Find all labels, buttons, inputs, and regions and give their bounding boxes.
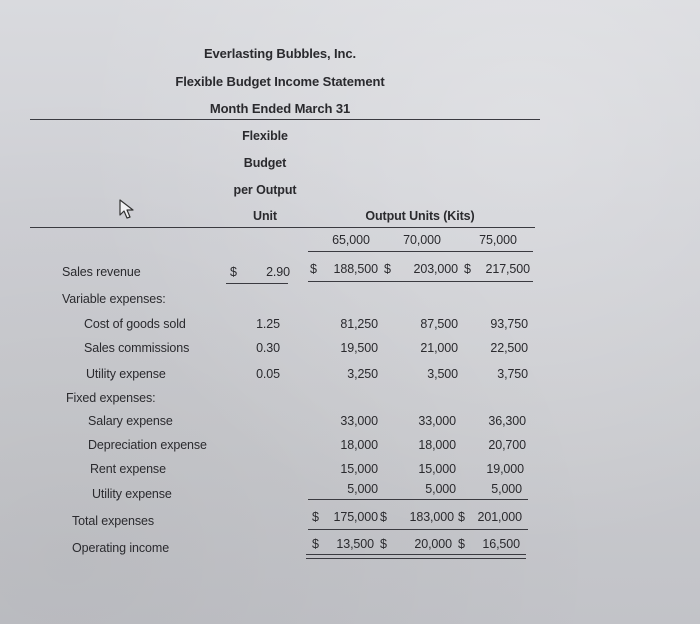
row-label-operating-income: Operating income (72, 541, 170, 555)
commissions-per-unit: 0.30 (256, 341, 280, 355)
utility-variable-value-3: 3,750 (497, 367, 528, 381)
total-dollar-1: $ (312, 510, 319, 524)
cogs-value-1: 81,250 (340, 317, 378, 331)
rent-value-2: 15,000 (418, 462, 456, 476)
units-col-1: 65,000 (332, 233, 370, 247)
row-label-depreciation: Depreciation expense (88, 438, 207, 452)
total-value-2: 183,000 (409, 510, 454, 524)
cogs-value-2: 87,500 (420, 317, 458, 331)
utility-variable-value-2: 3,500 (427, 367, 458, 381)
units-rule (308, 251, 533, 252)
sales-value-2: 203,000 (413, 262, 458, 276)
header-rule (30, 119, 540, 120)
row-label-utility-variable: Utility expense (86, 367, 166, 381)
commissions-value-1: 19,500 (340, 341, 378, 355)
salary-value-2: 33,000 (418, 414, 456, 428)
operating-income-double-rule (306, 554, 526, 559)
sales-value-3: 217,500 (485, 262, 530, 276)
depreciation-value-1: 18,000 (340, 438, 378, 452)
output-units-header: Output Units (Kits) (365, 209, 475, 223)
sales-value-1: 188,500 (333, 262, 378, 276)
operating-value-3: 16,500 (482, 537, 520, 551)
company-name: Everlasting Bubbles, Inc. (203, 46, 357, 61)
sales-dollar-2: $ (384, 262, 391, 276)
row-label-rent: Rent expense (90, 462, 166, 476)
total-expenses-rule (308, 529, 528, 530)
depreciation-value-3: 20,700 (488, 438, 526, 452)
row-label-sales: Sales revenue (62, 265, 141, 279)
total-value-1: 175,000 (333, 510, 378, 524)
sales-dollar-3: $ (464, 262, 471, 276)
total-dollar-2: $ (380, 510, 387, 524)
operating-dollar-1: $ (312, 537, 319, 551)
statement-title: Flexible Budget Income Statement (175, 74, 385, 89)
sales-per-unit-rule (226, 283, 288, 284)
flex-header-line3: per Output (233, 183, 297, 197)
fixed-expenses-header: Fixed expenses: (66, 391, 156, 405)
row-label-total-expenses: Total expenses (72, 514, 154, 528)
sales-per-unit-dollar: $ (230, 265, 237, 279)
utility-fixed-value-2: 5,000 (425, 482, 456, 496)
row-label-commissions: Sales commissions (84, 341, 190, 355)
depreciation-value-2: 18,000 (418, 438, 456, 452)
total-value-3: 201,000 (477, 510, 522, 524)
sales-dollar-1: $ (310, 262, 317, 276)
total-dollar-3: $ (458, 510, 465, 524)
sales-rule (308, 281, 533, 282)
cogs-per-unit: 1.25 (256, 317, 280, 331)
cogs-value-3: 93,750 (490, 317, 528, 331)
flex-header-line2: Budget (243, 156, 287, 170)
utility-fixed-value-1: 5,000 (347, 482, 378, 496)
sales-per-unit: 2.90 (266, 265, 290, 279)
operating-dollar-2: $ (380, 537, 387, 551)
rent-value-3: 19,000 (486, 462, 524, 476)
salary-value-1: 33,000 (340, 414, 378, 428)
flex-header-line4: Unit (253, 209, 277, 223)
mouse-pointer-icon (118, 198, 138, 222)
salary-value-3: 36,300 (488, 414, 526, 428)
units-col-2: 70,000 (403, 233, 441, 247)
variable-expenses-header: Variable expenses: (62, 292, 166, 306)
row-label-utility-fixed: Utility expense (92, 487, 172, 501)
statement-period: Month Ended March 31 (209, 101, 351, 116)
utility-variable-per-unit: 0.05 (256, 367, 280, 381)
expenses-subtotal-rule (308, 499, 528, 500)
row-label-salary: Salary expense (88, 414, 173, 428)
operating-value-2: 20,000 (414, 537, 452, 551)
flex-header-line1: Flexible (242, 129, 288, 143)
row-label-cogs: Cost of goods sold (84, 317, 186, 331)
utility-variable-value-1: 3,250 (347, 367, 378, 381)
commissions-value-2: 21,000 (420, 341, 458, 355)
units-col-3: 75,000 (479, 233, 517, 247)
utility-fixed-value-3: 5,000 (491, 482, 522, 496)
column-header-rule (30, 227, 535, 228)
commissions-value-3: 22,500 (490, 341, 528, 355)
rent-value-1: 15,000 (340, 462, 378, 476)
operating-value-1: 13,500 (336, 537, 374, 551)
operating-dollar-3: $ (458, 537, 465, 551)
